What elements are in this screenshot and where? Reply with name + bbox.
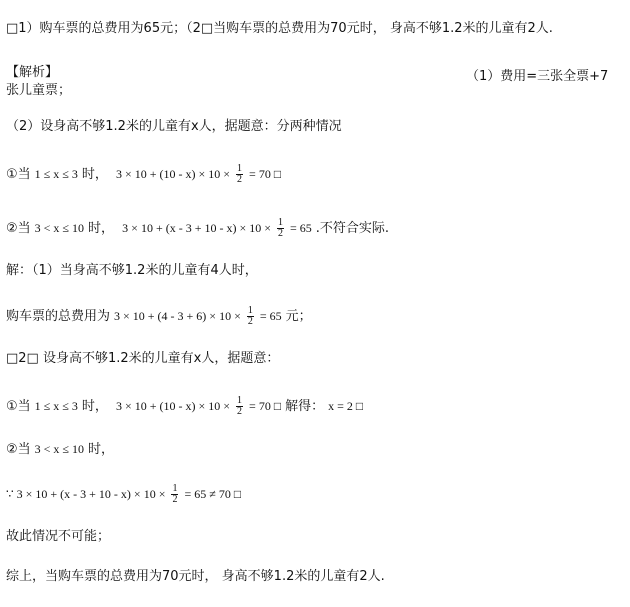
fraction-denominator: 2	[247, 316, 253, 327]
solution-impossible: 故此情况不可能；	[6, 529, 111, 544]
solution-case-2-mid: 时，	[88, 442, 115, 457]
solution-case-2-result: = 65 ≠ 70 □	[184, 487, 242, 501]
case-2-condition: 3 < x ≤ 10	[34, 221, 85, 235]
solution-cost-result: = 65	[259, 309, 282, 323]
analysis-label: 【解析】	[6, 65, 59, 80]
case-2-expression: 3 × 10 + (x - 3 + 10 - x) × 10 ×	[122, 221, 271, 235]
fraction-denominator: 2	[237, 406, 243, 417]
case-2-fraction	[277, 218, 284, 239]
solution-case-1-line	[6, 396, 367, 417]
answer-line: □1）购车票的总费用为65元；（2□当购车票的总费用为70元时， 身高不够1.2米的儿童有2人.	[6, 21, 553, 36]
case-1-prefix: ①当	[6, 167, 31, 182]
solution-case-1-result: = 70 □	[249, 399, 282, 413]
fraction-numerator: 1	[172, 483, 178, 494]
analysis-part1: （1）费用=三张全票+7	[466, 69, 609, 84]
solution-case-1-answer: x = 2 □	[328, 399, 364, 413]
case-1-fraction	[236, 164, 243, 185]
analysis-part1-cont: 张儿童票；	[6, 83, 72, 98]
fraction-denominator: 2	[172, 494, 178, 505]
solution-part1-cost	[6, 306, 312, 327]
solution-case-1-condition: 1 ≤ x ≤ 3	[34, 399, 78, 413]
solution-case-1-expression: 3 × 10 + (10 - x) × 10 ×	[115, 399, 231, 413]
solution-case-2-line	[6, 440, 114, 459]
case-1-expression: 3 × 10 + (10 - x) × 10 ×	[115, 167, 231, 181]
solution-conclusion: 综上，当购车票的总费用为70元时， 身高不够1.2米的儿童有2人.	[6, 569, 385, 584]
case-2-prefix: ②当	[6, 221, 31, 236]
case-2-result: = 65	[290, 221, 312, 235]
solution-case-2-prefix: ②当	[6, 442, 31, 457]
case-2-tail: .不符合实际.	[315, 221, 390, 236]
solution-case-1-tail: 解得：	[285, 399, 325, 414]
solution-cost-prefix: 购车票的总费用为	[6, 309, 111, 324]
fraction-denominator: 2	[237, 174, 243, 185]
solution-part2-intro: □2□ 设身高不够1.2米的儿童有x人，据题意：	[6, 351, 280, 366]
solution-cost-tail: 元；	[285, 309, 312, 324]
solution-cost-fraction	[247, 306, 254, 327]
solution-case-2-expression: ∵ 3 × 10 + (x - 3 + 10 - x) × 10 ×	[6, 487, 166, 501]
fraction-numerator: 1	[237, 163, 243, 174]
solution-part1-intro: 解：（1）当身高不够1.2米的儿童有4人时，	[6, 263, 258, 278]
solution-case-1-fraction	[236, 396, 243, 417]
case-1-line	[6, 164, 285, 185]
solution-case-1-mid: 时，	[81, 399, 108, 414]
case-1-condition: 1 ≤ x ≤ 3	[34, 167, 78, 181]
case-2-mid: 时，	[88, 221, 115, 236]
fraction-numerator: 1	[278, 217, 283, 228]
solution-case-1-prefix: ①当	[6, 399, 31, 414]
case-2-line	[6, 218, 389, 239]
solution-case-2-check	[6, 484, 245, 505]
fraction-numerator: 1	[247, 305, 253, 316]
analysis-part2-intro: （2）设身高不够1.2米的儿童有x人，据题意：分两种情况	[6, 119, 342, 134]
fraction-numerator: 1	[237, 395, 243, 406]
solution-case-2-condition: 3 < x ≤ 10	[34, 442, 85, 456]
solution-cost-expression: 3 × 10 + (4 - 3 + 6) × 10 ×	[114, 309, 241, 323]
case-1-result: = 70 □	[249, 167, 282, 181]
solution-case-2-fraction	[171, 484, 178, 505]
fraction-denominator: 2	[278, 228, 283, 239]
case-1-mid: 时，	[81, 167, 108, 182]
